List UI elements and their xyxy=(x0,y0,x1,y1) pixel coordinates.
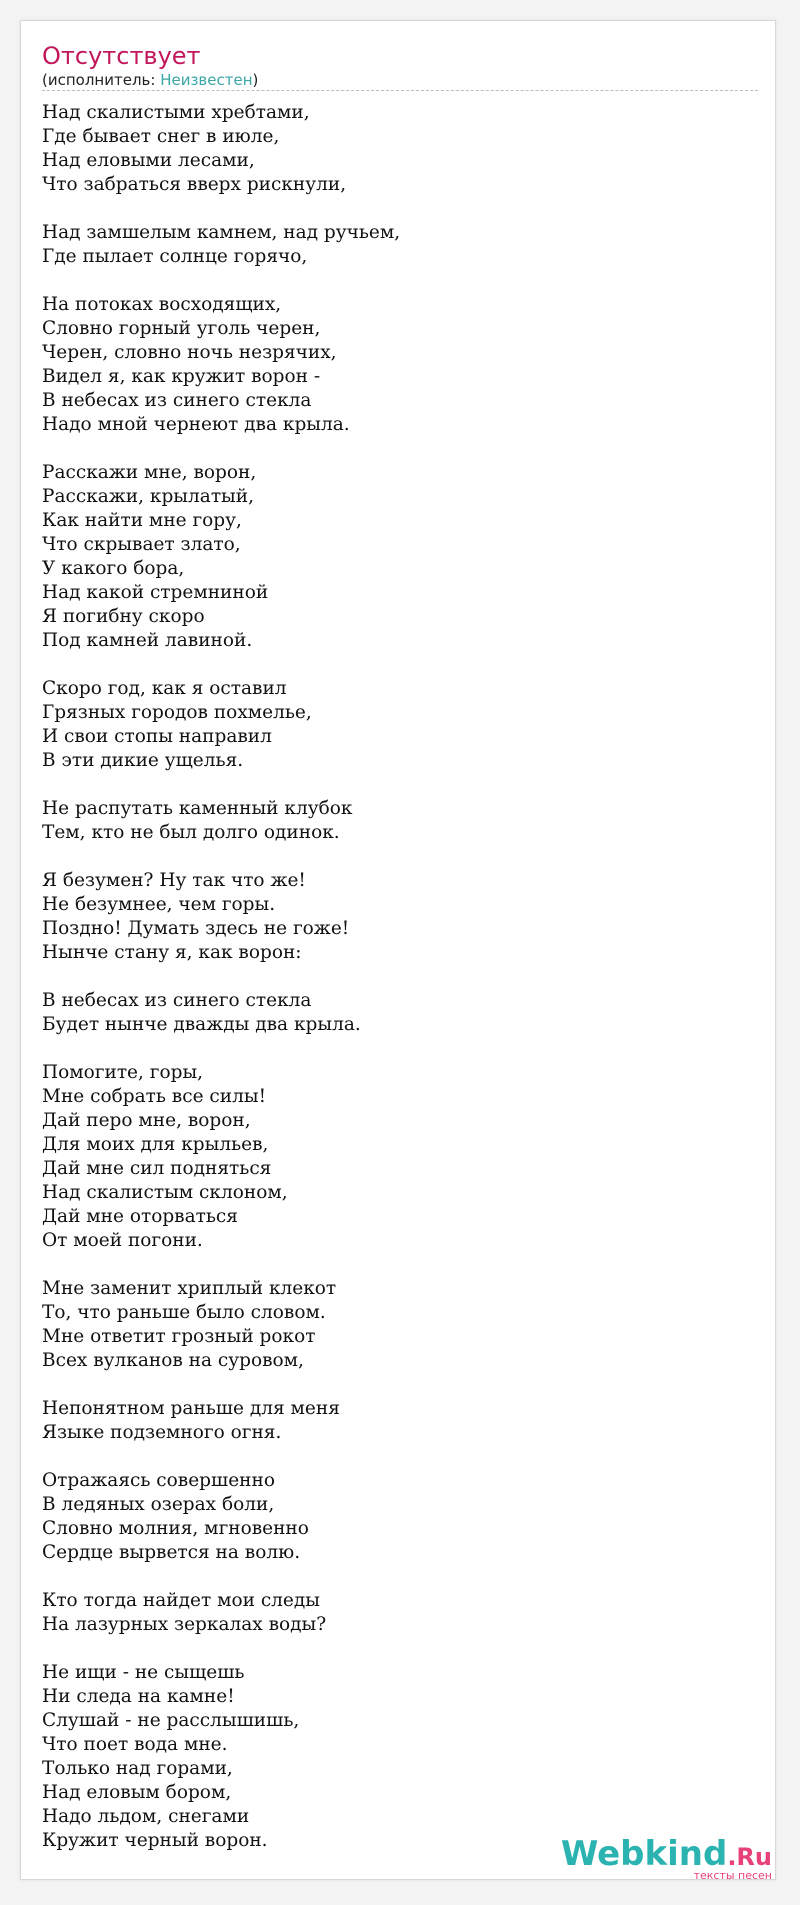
lyrics-line: Грязных городов похмелье, xyxy=(42,702,312,723)
lyrics-line: Я безумен? Ну так что же! xyxy=(42,870,306,891)
lyrics-line: Над скалистым склоном, xyxy=(42,1182,288,1203)
lyrics-stanza xyxy=(42,1589,742,1637)
lyrics-line: Я погибну скоро xyxy=(42,606,205,627)
lyrics-line: И свои стопы направил xyxy=(42,726,272,747)
lyrics-line: В ледяных озерах боли, xyxy=(42,1494,275,1515)
lyrics-line: В эти дикие ущелья. xyxy=(42,750,244,771)
lyrics-line: Черен, словно ночь незрячих, xyxy=(42,342,337,363)
lyrics-line: Что забраться вверх рискнули, xyxy=(42,174,347,195)
lyrics-line: Что поет вода мне. xyxy=(42,1734,228,1755)
lyrics-line: В небесах из синего стекла xyxy=(42,990,312,1011)
lyrics-line: Над скалистыми хребтами, xyxy=(42,102,310,123)
lyrics-line: Как найти мне гору, xyxy=(42,510,242,531)
lyrics-stanza xyxy=(42,1661,742,1853)
lyrics-line: Дай перо мне, ворон, xyxy=(42,1110,251,1131)
lyrics-line: Над еловым бором, xyxy=(42,1782,232,1803)
lyrics-line: Надо мной чернеют два крыла. xyxy=(42,414,350,435)
lyrics-line: Будет нынче дважды два крыла. xyxy=(42,1014,361,1035)
lyrics-line: Всех вулканов на суровом, xyxy=(42,1350,304,1371)
lyrics-line: Кто тогда найдет мои следы xyxy=(42,1590,320,1611)
lyrics-stanza xyxy=(42,989,742,1037)
lyrics-line: На потоках восходящих, xyxy=(42,294,282,315)
lyrics-line: Надо льдом, снегами xyxy=(42,1806,250,1827)
lyrics-line: Над еловыми лесами, xyxy=(42,150,255,171)
lyrics-stanza xyxy=(42,221,742,269)
lyrics-line: Нынче стану я, как ворон: xyxy=(42,942,302,963)
logo-tagline: тексты песен xyxy=(693,1869,772,1882)
lyrics-line: Поздно! Думать здесь не гоже! xyxy=(42,918,350,939)
logo-brand-tld: .Ru xyxy=(727,1843,772,1871)
lyrics-stanza xyxy=(42,101,742,197)
lyrics-line: Скоро год, как я оставил xyxy=(42,678,287,699)
lyrics-line: Видел я, как кружит ворон - xyxy=(42,366,321,387)
title-divider xyxy=(42,90,758,91)
lyrics-stanza xyxy=(42,1277,742,1373)
lyrics-line: Мне собрать все силы! xyxy=(42,1086,267,1107)
lyrics-body xyxy=(42,101,742,1877)
lyrics-stanza xyxy=(42,1397,742,1445)
lyrics-line: Дай мне сил подняться xyxy=(42,1158,272,1179)
lyrics-stanza xyxy=(42,1469,742,1565)
lyrics-stanza xyxy=(42,461,742,653)
webkind-logo[interactable] xyxy=(560,1834,772,1882)
lyrics-line: Ни следа на камне! xyxy=(42,1686,235,1707)
lyrics-line: Расскажи, крылатый, xyxy=(42,486,254,507)
lyrics-line: Где бывает снег в июле, xyxy=(42,126,280,147)
lyrics-line: Только над горами, xyxy=(42,1758,233,1779)
lyrics-line: Языке подземного огня. xyxy=(42,1422,282,1443)
lyrics-line: Слушай - не расслышишь, xyxy=(42,1710,300,1731)
lyrics-line: Не распутать каменный клубок xyxy=(42,798,353,819)
lyrics-stanza xyxy=(42,293,742,437)
lyrics-stanza xyxy=(42,869,742,965)
lyrics-stanza xyxy=(42,797,742,845)
lyrics-stanza xyxy=(42,1061,742,1253)
lyrics-line: Отражаясь совершенно xyxy=(42,1470,275,1491)
lyrics-line: Тем, кто не был долго одинок. xyxy=(42,822,340,843)
lyrics-line: В небесах из синего стекла xyxy=(42,390,312,411)
lyrics-line: То, что раньше было словом. xyxy=(42,1302,326,1323)
lyrics-line: Сердце вырвется на волю. xyxy=(42,1542,301,1563)
lyrics-line: Мне ответит грозный рокот xyxy=(42,1326,316,1347)
lyrics-line: Над замшелым камнем, над ручьем, xyxy=(42,222,401,243)
lyrics-line: Непонятном раньше для меня xyxy=(42,1398,340,1419)
lyrics-line: Помогите, горы, xyxy=(42,1062,204,1083)
artist-link[interactable]: Неизвестен xyxy=(160,71,253,89)
lyrics-line: На лазурных зеркалах воды? xyxy=(42,1614,327,1635)
lyrics-line: Расскажи мне, ворон, xyxy=(42,462,257,483)
performer-line xyxy=(42,70,258,90)
lyrics-line: Для моих для крыльев, xyxy=(42,1134,269,1155)
performer-suffix: ) xyxy=(252,71,259,89)
lyrics-line: Не безумнее, чем горы. xyxy=(42,894,276,915)
performer-prefix: (исполнитель: xyxy=(42,71,161,89)
lyrics-line: Кружит черный ворон. xyxy=(42,1830,268,1851)
lyrics-line: Дай мне оторваться xyxy=(42,1206,238,1227)
lyrics-line: Словно горный уголь черен, xyxy=(42,318,321,339)
lyrics-stanza xyxy=(42,677,742,773)
lyrics-line: Где пылает солнце горячо, xyxy=(42,246,308,267)
song-title: Отсутствует xyxy=(42,42,201,70)
lyrics-line: Над какой стремниной xyxy=(42,582,269,603)
lyrics-line: Не ищи - не сыщешь xyxy=(42,1662,245,1683)
lyrics-line: Словно молния, мгновенно xyxy=(42,1518,309,1539)
lyrics-line: Под камней лавиной. xyxy=(42,630,253,651)
lyrics-line: Что скрывает злато, xyxy=(42,534,241,555)
lyrics-line: От моей погони. xyxy=(42,1230,203,1251)
lyrics-line: Мне заменит хриплый клекот xyxy=(42,1278,337,1299)
logo-brand-main: Webkind xyxy=(560,1834,728,1874)
lyrics-line: У какого бора, xyxy=(42,558,185,579)
